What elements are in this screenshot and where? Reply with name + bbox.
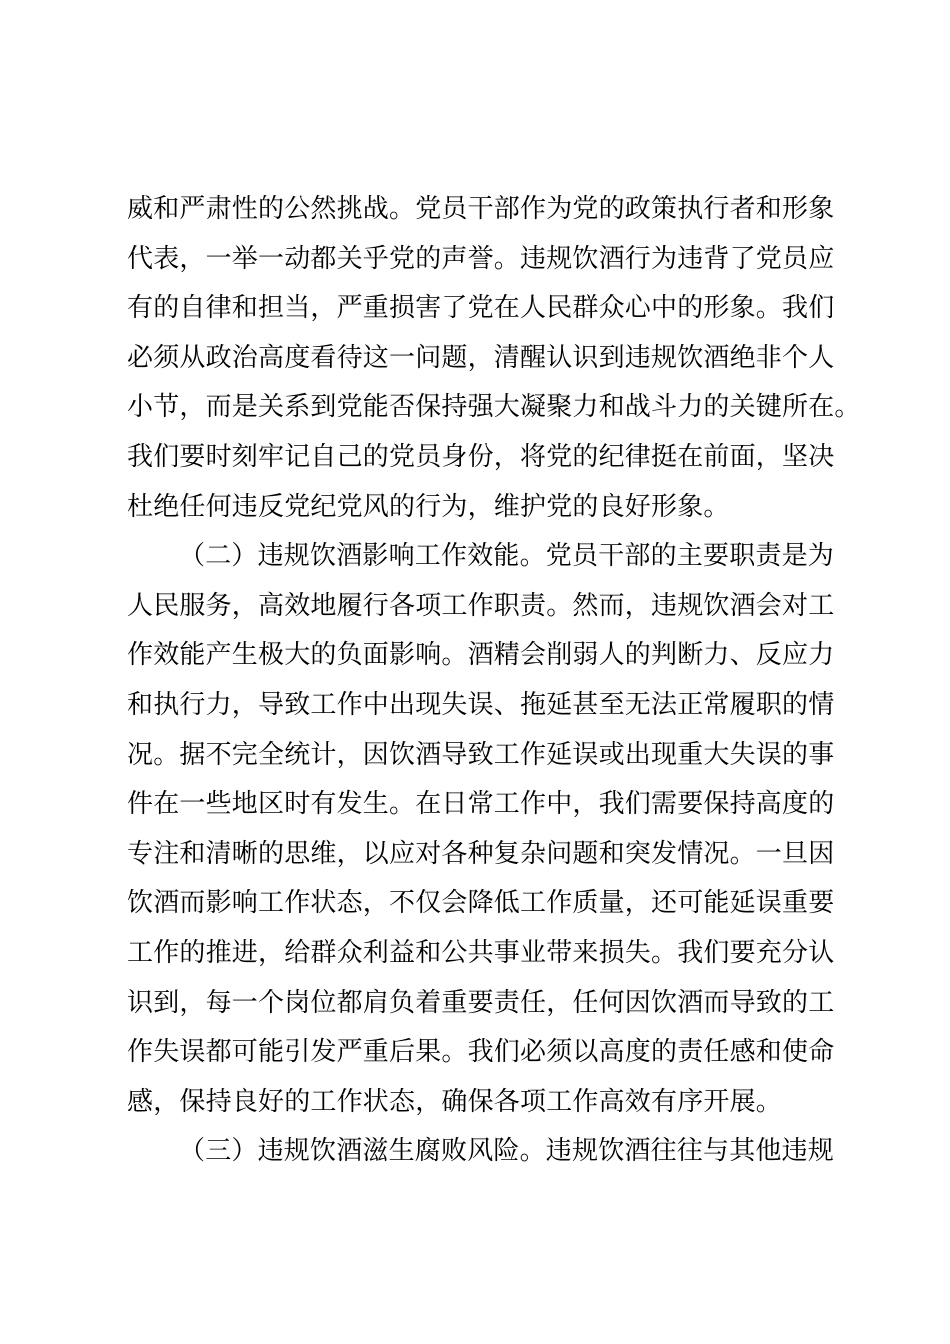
body-text xyxy=(127,185,861,1177)
text-line: 况。据不完全统计，因饮酒导致工作延误或出现重大失误的事 xyxy=(127,739,835,770)
text-line: 威和严肃性的公然挑战。党员干部作为党的政策执行者和形象 xyxy=(127,194,835,224)
text-line: 我们要时刻牢记自己的党员身份，将党的纪律挺在前面，坚决 xyxy=(127,441,835,472)
text-line: 有的自律和担当，严重损害了党在人民群众心中的形象。我们 xyxy=(127,293,835,324)
text-line: 杜绝任何违反党纪党风的行为，维护党的良好形象。 xyxy=(127,491,730,522)
text-line: 件在一些地区时有发生。在日常工作中，我们需要保持高度的 xyxy=(127,789,835,820)
text-line: 代表，一举一动都关乎党的声誉。违规饮酒行为违背了党员应 xyxy=(127,243,835,274)
text-line: 饮酒而影响工作状态，不仅会降低工作质量，还可能延误重要 xyxy=(127,888,835,919)
text-line: 作失误都可能引发严重后果。我们必须以高度的责任感和使命 xyxy=(127,1037,835,1068)
text-line: 和执行力，导致工作中出现失误、拖延甚至无法正常履职的情 xyxy=(127,689,835,720)
text-line: 工作的推进，给群众利益和公共事业带来损失。我们要充分认 xyxy=(127,937,835,968)
text-line: 小节，而是关系到党能否保持强大凝聚力和战斗力的关键所在。 xyxy=(127,392,861,423)
section-heading-line: （二）违规饮酒影响工作效能。党员干部的主要职责是为 xyxy=(179,541,835,572)
text-line: 人民服务，高效地履行各项工作职责。然而，违规饮酒会对工 xyxy=(127,590,835,621)
text-line: 识到，每一个岗位都肩负着重要责任，任何因饮酒而导致的工 xyxy=(127,987,835,1018)
text-line: 必须从政治高度看待这一问题，清醒认识到违规饮酒绝非个人 xyxy=(127,342,835,373)
section-heading-line: （三）违规饮酒滋生腐败风险。违规饮酒往往与其他违规 xyxy=(179,1136,835,1167)
text-line: 作效能产生极大的负面影响。酒精会削弱人的判断力、反应力 xyxy=(127,640,835,671)
text-line: 专注和清晰的思维，以应对各种复杂问题和突发情况。一旦因 xyxy=(127,838,835,869)
text-line: 感，保持良好的工作状态，确保各项工作高效有序开展。 xyxy=(127,1086,783,1117)
